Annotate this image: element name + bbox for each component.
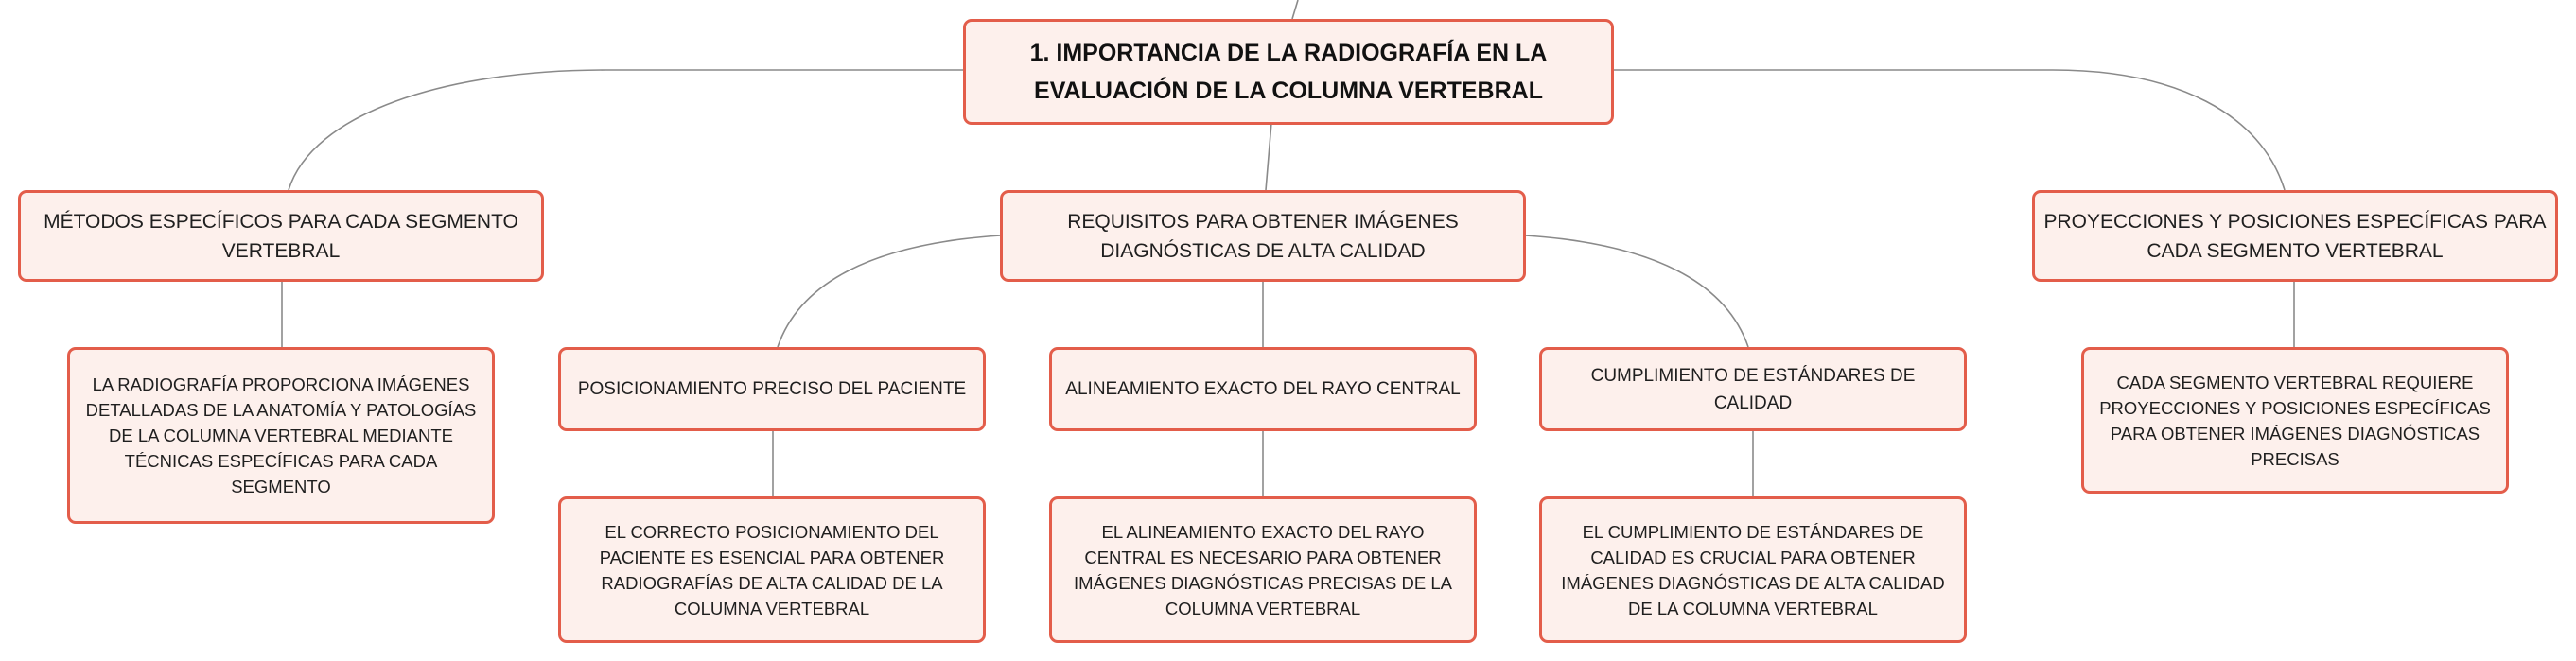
positioning-detail-text: EL CORRECTO POSICIONAMIENTO DEL PACIENTE ES ESENCIAL PARA OBTENER RADIOGRAFÍAS DE ALTA CALIDAD DE LA COLUMNA VERTEBRAL bbox=[599, 521, 945, 618]
branch-projections-label: PROYECCIONES Y POSICIONES ESPECÍFICAS PARA CADA SEGMENTO VERTEBRAL bbox=[2043, 210, 2547, 262]
branch-methods-label: MÉTODOS ESPECÍFICOS PARA CADA SEGMENTO VERTEBRAL bbox=[44, 210, 518, 262]
standards-detail-text: EL CUMPLIMIENTO DE ESTÁNDARES DE CALIDAD ES CRUCIAL PARA OBTENER IMÁGENES DIAGNÓSTICAS DE ALTA CALIDAD DE LA COLUMNA VERTEBRAL bbox=[1561, 521, 1945, 618]
positioning-detail-node[interactable] bbox=[558, 496, 986, 643]
methods-detail-node[interactable] bbox=[67, 347, 495, 524]
branch-projections-node[interactable] bbox=[2032, 190, 2558, 282]
root-node-label: 1. IMPORTANCIA DE LA RADIOGRAFÍA EN LA EVALUACIÓN DE LA COLUMNA VERTEBRAL bbox=[1029, 40, 1548, 104]
root-node[interactable] bbox=[963, 19, 1614, 125]
alignment-node[interactable] bbox=[1049, 347, 1477, 431]
branch-methods-node[interactable] bbox=[18, 190, 544, 282]
standards-label: CUMPLIMIENTO DE ESTÁNDARES DE CALIDAD bbox=[1590, 365, 1916, 413]
connector-requisites-to-positioning bbox=[778, 235, 1001, 347]
standards-node[interactable] bbox=[1539, 347, 1967, 431]
standards-detail-node[interactable] bbox=[1539, 496, 1967, 643]
connector-root-to-methods bbox=[289, 70, 965, 190]
projections-detail-node[interactable] bbox=[2081, 347, 2509, 494]
alignment-detail-text: EL ALINEAMIENTO EXACTO DEL RAYO CENTRAL ES NECESARIO PARA OBTENER IMÁGENES DIAGNÓSTICAS PRECISAS DE LA COLUMNA VERTEBRAL bbox=[1074, 521, 1452, 618]
methods-detail-text: LA RADIOGRAFÍA PROPORCIONA IMÁGENES DETALLADAS DE LA ANATOMÍA Y PATOLOGÍAS DE LA COLUMNA VERTEBRAL MEDIANTE TÉCNICAS ESPECÍFICAS PARA CADA SEGMENTO bbox=[85, 374, 477, 496]
connector-root-to-projections bbox=[1613, 70, 2285, 190]
connector-parent-to-root bbox=[1292, 0, 1298, 19]
connector-requisites-to-standards bbox=[1525, 235, 1748, 347]
branch-requisites-node[interactable] bbox=[1000, 190, 1526, 282]
positioning-label: POSICIONAMIENTO PRECISO DEL PACIENTE bbox=[577, 379, 967, 399]
alignment-label: ALINEAMIENTO EXACTO DEL RAYO CENTRAL bbox=[1065, 379, 1461, 399]
alignment-detail-node[interactable] bbox=[1049, 496, 1477, 643]
positioning-node[interactable] bbox=[558, 347, 986, 431]
projections-detail-text: CADA SEGMENTO VERTEBRAL REQUIERE PROYECCIONES Y POSICIONES ESPECÍFICAS PARA OBTENER IMÁGENES DIAGNÓSTICAS PRECISAS bbox=[2099, 372, 2491, 469]
branch-requisites-label: REQUISITOS PARA OBTENER IMÁGENES DIAGNÓSTICAS DE ALTA CALIDAD bbox=[1067, 210, 1459, 262]
connector-root-to-requisites bbox=[1266, 123, 1271, 190]
